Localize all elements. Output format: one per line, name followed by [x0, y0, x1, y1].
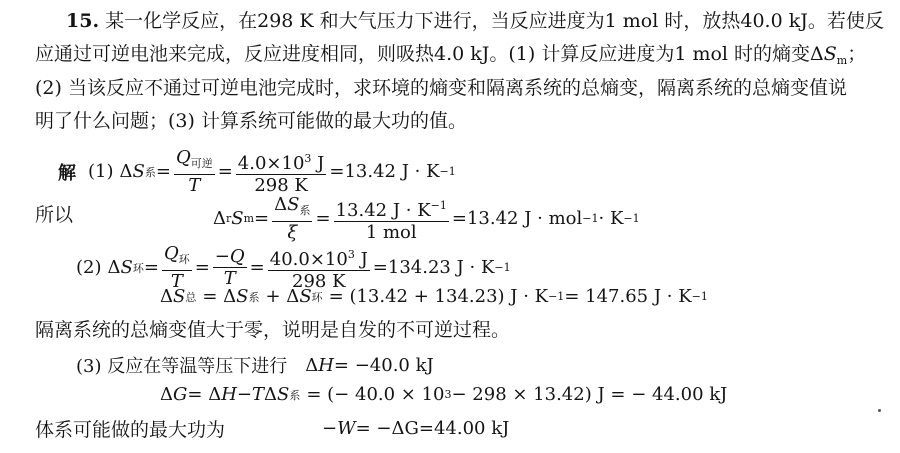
problem-line-1 — [66, 10, 884, 32]
dg-result: − 298 × 13.42) J = − 44.00 kJ — [451, 384, 728, 405]
problem-line-2: 应通过可逆电池来完成，反应进度相同，则吸热4.0 kJ。(1) 计算反应进度为1 mol 时的熵变$\Delta S_m$； — [35, 43, 867, 67]
problem-line-4 — [35, 110, 467, 132]
solution-eq-rm: Δ r S m = $\frac{\Delta S_系}{\xi}$ = $\frac{13.42 J \cdot K^{-1}}{\text{1 mol}}$ =13.42 J · mol −1 · K −1 — [213, 194, 640, 243]
fraction-value-2: $\frac{40.0\times 10^3 J}{298 K}$ — [268, 245, 370, 291]
fraction-q-env-over-t: $\frac{Q_环}{T}$ — [163, 243, 190, 292]
problem-text-4: 明了什么问题；(3) 计算系统可能做的最大功的值。 — [35, 110, 467, 132]
delta-h-value: = −40.0 kJ — [333, 354, 434, 376]
max-work-eq: − W = −ΔG=44.00 kJ — [322, 418, 510, 439]
fraction-value-rm: $\frac{13.42 J \cdot K^{-1}}{\text{1 mol}}$ — [334, 196, 449, 242]
result-2: =134.23 J · K — [372, 257, 495, 278]
fraction-q-rev-over-t: $\frac{Q_{可逆}}{T}$ — [175, 147, 213, 196]
result-rm: =13.42 J · mol — [451, 208, 583, 229]
problem-text-3: (2) 当该反应不通过可逆电池完成时，求环境的熵变和隔离系统的总熵变，隔离系统的总熵变值说 — [35, 77, 847, 99]
result-1: =13.42 J · K — [329, 161, 440, 182]
dg-expression: = (− 40.0 × 10 — [306, 384, 445, 405]
problem-number: 15. — [66, 10, 100, 32]
suoyi-label: 所以 — [35, 204, 74, 226]
solution-eq-3: (3) 反应在等温等压下进行 Δ H = −40.0 kJ — [76, 352, 434, 378]
total-result: = 147.65 J · K — [564, 286, 692, 307]
solution-eq-total: Δ S 总 = Δ S 系 + Δ S 环 = (13.42 + 134.23) J · K −1 = 147.65 J · K −1 — [160, 286, 708, 307]
total-expression: = (13.42 + 134.23) J · K — [328, 286, 549, 307]
fraction-value-1: $\frac{4.0\times 10^3 J}{298 K}$ — [236, 149, 327, 195]
solution-eq-1: 解 (1) Δ S 系 = $\frac{Q_{可逆}}{T}$ = $\frac{4.0\times 10^3 J}{298 K}$ =13.42 J · K −1 — [58, 147, 456, 196]
solution-eq-dg: Δ G = Δ H − T Δ S 系 = (− 40.0 × 10 3 − 298 × 13.42) J = − 44.00 kJ — [160, 384, 728, 405]
part3-label: (3) 反应在等温等压下进行 — [76, 356, 288, 377]
part2-label: (2) — [76, 257, 102, 278]
conclusion-text: 隔离系统的总熵变值大于零，说明是自发的不可逆过程。 — [35, 319, 511, 341]
solution-eq-2: (2) Δ S 环 = $\frac{Q_环}{T}$ = $\frac{-Q}{T}$ = $\frac{40.0\times 10^3 J}{298 K}$ =134.23 J · K −1 — [76, 243, 511, 292]
fraction-ds-over-xi: $\frac{\Delta S_系}{\xi}$ — [274, 194, 311, 243]
fraction-neg-q-over-t: $\frac{-Q}{T}$ — [214, 246, 245, 289]
solution-label: 解 — [58, 162, 76, 184]
problem-text-1: 某一化学反应，在298 K 和大气压力下进行，当反应进度为1 mol 时，放热40.0 kJ。若使反 — [105, 10, 884, 32]
max-work-label: 体系可能做的最大功为 — [35, 419, 226, 441]
part1-label: (1) — [88, 161, 114, 182]
problem-text-2: 应通过可逆电池来完成，反应进度相同，则吸热4.0 kJ。(1) 计算反应进度为1 mol 时的熵变Δ — [35, 43, 824, 65]
max-work-value: = −ΔG=44.00 kJ — [355, 418, 510, 439]
problem-line-3 — [35, 77, 847, 99]
scan-speck — [878, 409, 881, 412]
